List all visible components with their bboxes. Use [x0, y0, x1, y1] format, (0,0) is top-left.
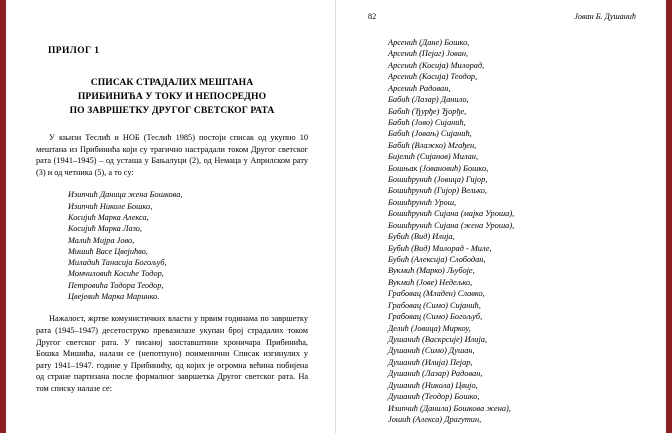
- list-item: Косијић Марка Лазо,: [68, 224, 142, 234]
- list-item: Грабовац (Симо) Сијанић,: [388, 300, 481, 310]
- list-item: Делић (Јовица) Миркоу,: [388, 323, 471, 333]
- list-item: Јошић (Алекса) Драгутин,: [388, 414, 482, 424]
- list-item: Вукмић (Јове) Недељко,: [388, 277, 473, 287]
- list-item: Петровића Тодора Теодор,: [68, 280, 164, 290]
- list-item: Мишић Васе Цвејићво,: [68, 246, 148, 256]
- second-paragraph: Нажалост, жртве комунистичких власти у првим годинама по завршетку рата (1945–1947) десетоструко превазилазе укупан број страдалих током Другог светског рата. У писаној заоставштини хроничара Прибинића, Бошка Мишића, налази се (непотпуно) поименични Списак изгинулих у рату 1941–1947. године у Прибинићу, од којих је огромна већина побијена од стране партизана после формалног завршетка Другог светског рата. На том списку налазе се:: [36, 314, 308, 393]
- list-item: Бабић (Влажко) Мгађен,: [388, 140, 477, 150]
- list-item: Изипчић Даница жена Бошкова,: [68, 190, 183, 200]
- list-item: Бабић (Јово) Сијанић,: [388, 117, 466, 127]
- list-item: Бабић (Лазар) Данило,: [388, 95, 469, 105]
- right-page: [336, 0, 672, 433]
- list-item: Момчиловић Косиће Тодор,: [68, 269, 164, 279]
- list-item: Арсенић (Пејаг) Јован,: [388, 49, 469, 59]
- list-item: Бошњак (Јовановић) Бошко,: [388, 163, 489, 173]
- list-item: Душанић (Симо) Душан,: [388, 346, 475, 356]
- page-title-line-1: СПИСАК СТРАДАЛИХ МЕШТАНА: [90, 77, 254, 88]
- list-item: Бубић (Вид) Милорад - Миле,: [388, 243, 492, 253]
- list-item: Цвејевић Марка Маринко.: [68, 292, 160, 302]
- list-item: Душанић (Васкрсије) Илија,: [388, 334, 488, 344]
- list-item: Миладић Танасија Богољуб,: [68, 258, 167, 268]
- page-header: [368, 12, 636, 21]
- intro-paragraph: У књизи Теслић и НОБ (Теслић 1985) постоји списак од укупно 10 мештана из Прибинића који су трагично настрадали током Другог светског рата (1941–1945) – од усташа у Бањалуци (2), од Немаца у Априлском рату (3) и од четника (5), а то су:: [36, 133, 308, 177]
- list-item: Бошићрунић (Јовица) Гијор,: [388, 175, 488, 185]
- list-item: Бубић (Вид) Илија,: [388, 232, 455, 242]
- list-item: Биjелић (Сијанов) Милан,: [388, 152, 479, 162]
- list-item: Душанић (Лазар) Радован,: [388, 369, 483, 379]
- list-item: Арсенић (Дане) Бошко,: [388, 38, 470, 47]
- list-item: Душанић (Никола) Цвијо,: [388, 380, 478, 390]
- left-name-list: [68, 189, 310, 302]
- running-head: Јован Б. Душанић: [574, 12, 636, 21]
- list-item: Бошићрунић Урош,: [388, 197, 457, 207]
- list-item: Малић Мијра Јово,: [68, 235, 135, 245]
- list-item: Арсенић (Косијa) Милорад,: [388, 60, 485, 70]
- list-item: Вукмић (Марко) Љубоје,: [388, 266, 475, 276]
- list-item: Душанић (Илија) Пеjар,: [388, 357, 473, 367]
- page-title-line-3: ПО ЗАВРШЕТКУ ДРУГОГ СВЕТСКОГ РАТА: [69, 105, 275, 116]
- list-item: Изипчић Николе Бошко,: [68, 201, 153, 211]
- list-item: Грабовац (Младен) Славко,: [388, 289, 485, 299]
- list-item: Косијић Марка Алекса,: [68, 212, 149, 222]
- list-item: Бабић (Ђурђе) Ђорђе,: [388, 106, 467, 116]
- right-name-list: [388, 37, 640, 425]
- list-item: Бошићрунић Сијана (жена Урошa),: [388, 220, 515, 230]
- list-item: Душанић (Теодор) Бошко,: [388, 392, 480, 402]
- page-title: [40, 76, 304, 118]
- list-item: Бабић (Јовањ) Сијанић,: [388, 129, 472, 139]
- page-title-line-2: ПРИБИНИЋА У ТОКУ И НЕПОСРЕДНО: [77, 91, 267, 102]
- list-item: Бошићрунић Сијана (мајка Урошa),: [388, 209, 515, 219]
- list-item: Бошићрунић (Гиjор) Велько,: [388, 186, 488, 196]
- appendix-label: ПРИЛОГ 1: [48, 46, 100, 56]
- list-item: Бубић (Алексија) Слободан,: [388, 255, 486, 265]
- list-item: Арсенић (Косијa) Теодор,: [388, 72, 478, 82]
- list-item: Изипчић (Данила) Бошкова жена),: [388, 403, 511, 413]
- list-item: Грабовац (Симо) Богољуб,: [388, 312, 483, 322]
- list-item: Арсенић Радован,: [388, 83, 451, 93]
- folio-number: 82: [368, 12, 377, 21]
